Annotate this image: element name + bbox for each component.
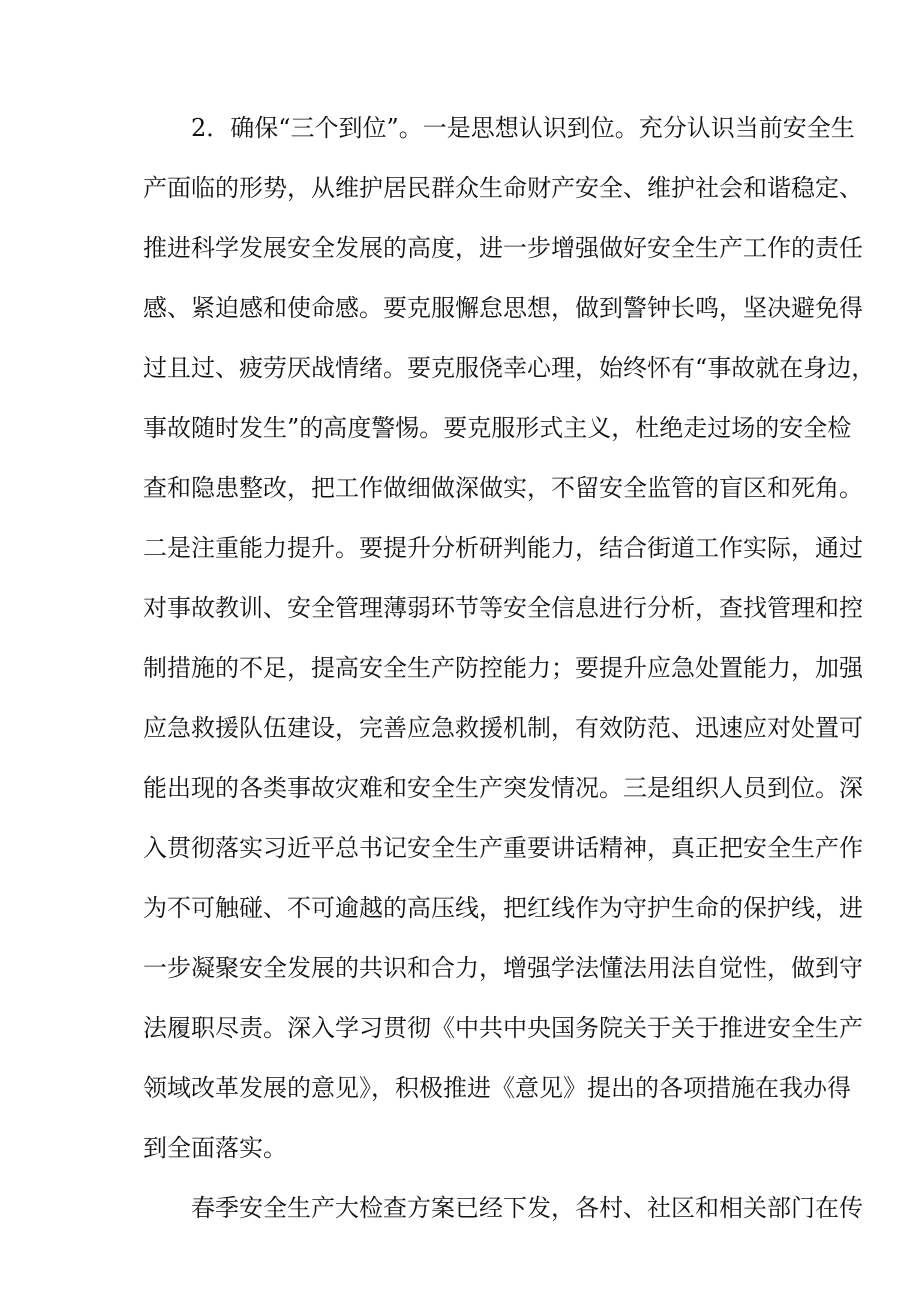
paragraph-1-line: 为不可触碰、不可逾越的高压线，把红线作为守护生命的保护线，进: [143, 894, 863, 922]
paragraph-1-line: 能出现的各类事故灾难和安全生产突发情况。三是组织人员到位。深: [143, 774, 863, 802]
paragraph-1-line: 对事故教训、安全管理薄弱环节等安全信息进行分析，查找管理和控: [143, 594, 863, 622]
paragraph-1-line: 应急救援队伍建设，完善应急救援机制，有效防范、迅速应对处置可: [143, 714, 863, 742]
paragraph-1-line: 领域改革发展的意见》，积极推进《意见》提出的各项措施在我办得: [143, 1074, 851, 1102]
paragraph-1-line: 推进科学发展安全发展的高度，进一步增强做好安全生产工作的责任: [143, 234, 863, 262]
paragraph-1-line: 法履职尽责。深入学习贯彻《中共中央国务院关于关于推进安全生产: [143, 1014, 863, 1042]
paragraph-1-line: 制措施的不足，提高安全生产防控能力；要提升应急处置能力，加强: [143, 654, 863, 682]
paragraph-2-line: 春季安全生产大检查方案已经下发，各村、社区和相关部门在传: [191, 1194, 863, 1222]
paragraph-1-line: 过且过、疲劳厌战情绪。要克服侥幸心理，始终怀有“事故就在身边，: [143, 354, 876, 382]
paragraph-1-line: 产面临的形势，从维护居民群众生命财产安全、维护社会和谐稳定、: [143, 174, 863, 202]
paragraph-1-last-line: 到全面落实。: [143, 1134, 287, 1162]
paragraph-1-line: 2．确保“三个到位”。一是思想认识到位。充分认识当前安全生: [191, 114, 855, 142]
paragraph-1-line: 二是注重能力提升。要提升分析研判能力，结合街道工作实际，通过: [143, 534, 863, 562]
paragraph-1-line: 一步凝聚安全发展的共识和合力，增强学法懂法用法自觉性，做到守: [143, 954, 863, 982]
paragraph-1-line: 感、紧迫感和使命感。要克服懈怠思想，做到警钟长鸣，坚决避免得: [143, 294, 863, 322]
paragraph-1-line: 查和隐患整改，把工作做细做深做实，不留安全监管的盲区和死角。: [143, 474, 863, 502]
paragraph-1-line: 事故随时发生”的高度警惕。要克服形式主义，杜绝走过场的安全检: [143, 414, 852, 442]
paragraph-1-line: 入贯彻落实习近平总书记安全生产重要讲话精神，真正把安全生产作: [143, 834, 863, 862]
